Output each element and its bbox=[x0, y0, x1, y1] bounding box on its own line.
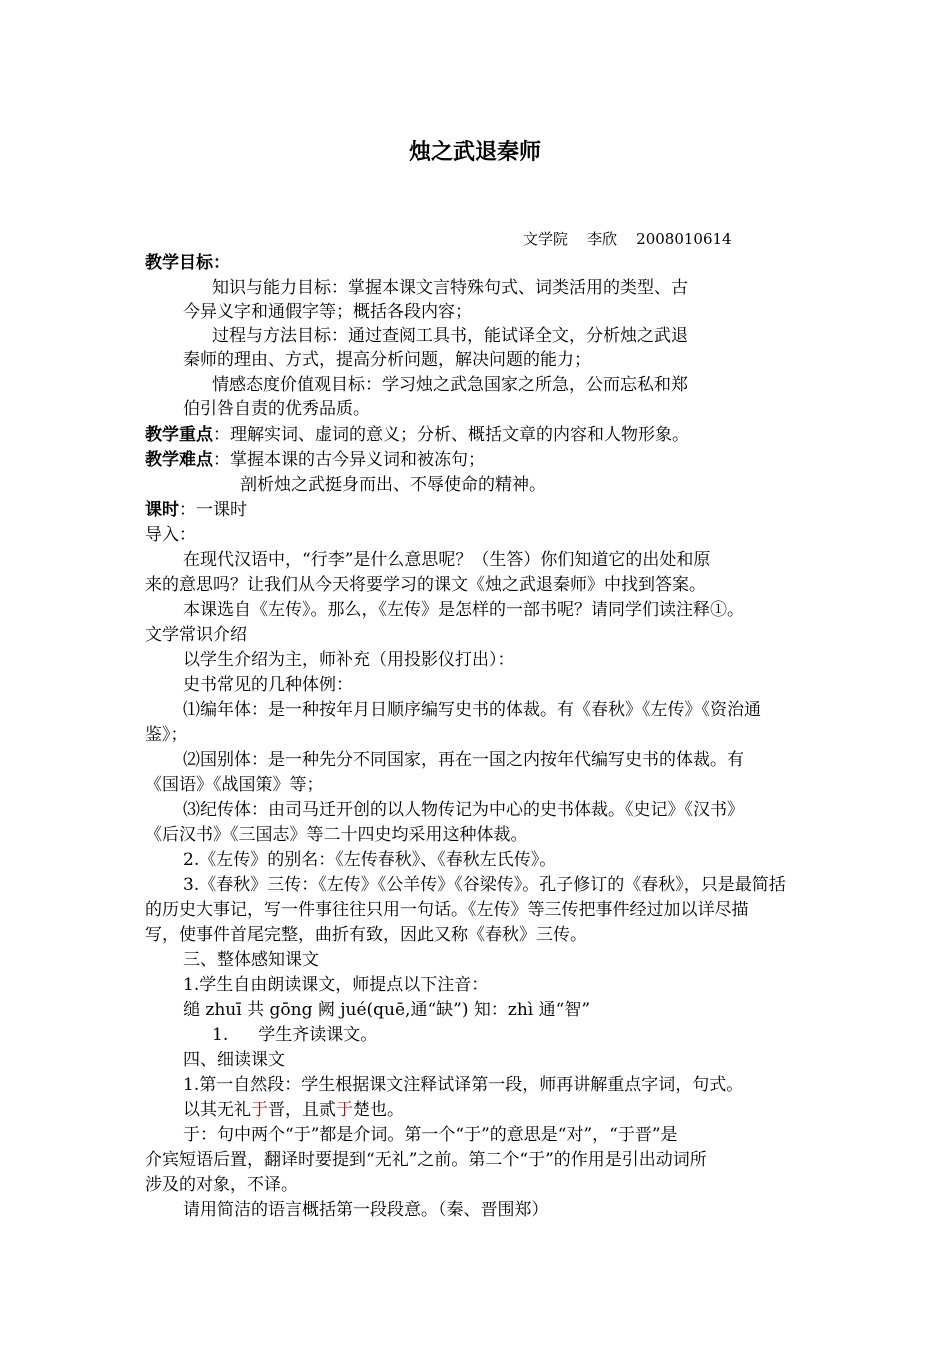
overall-line-3-text: 学生齐读课文。 bbox=[258, 1025, 378, 1045]
intro-heading: 导入： bbox=[145, 525, 196, 545]
goal-emotion-line-1: 情感态度价值观目标：学习烛之武急国家之所急，公而忘私和郑 bbox=[212, 375, 688, 395]
sentence-part-2: 晋，且贰 bbox=[268, 1100, 336, 1120]
difficulty-label: 教学难点 bbox=[145, 450, 213, 470]
detail-line-1: 1.第一自然段：学生根据课文注释试译第一段，师再讲解重点字词，句式。 bbox=[183, 1075, 744, 1095]
lit-p3-line-2: 的历史大事记，写一件事往往只用一句话。《左传》等三传把事件经过加以详尽描 bbox=[145, 900, 749, 920]
goal-knowledge-line-2: 今异义字和通假字等；概括各段内容； bbox=[183, 302, 472, 322]
lit-p3-line-3: 写，使事件首尾完整，曲折有致，因此又称《春秋》三传。 bbox=[145, 925, 587, 945]
document-title: 烛之武退秦师 bbox=[408, 140, 541, 165]
lit-item-1-line-1: ⑴编年体：是一种按年月日顺序编写史书的体裁。有《春秋》《左传》《资治通 bbox=[183, 700, 761, 720]
detail-sentence bbox=[183, 1098, 404, 1122]
detail-last-line: 请用简洁的语言概括第一段段意。（秦、晋围郑） bbox=[183, 1200, 549, 1220]
lit-line-1: 以学生介绍为主，师补充（用投影仪打出）： bbox=[183, 650, 515, 670]
goal-emotion-line-2: 伯引咎自责的优秀品质。 bbox=[183, 399, 370, 419]
goals-heading: 教学目标： bbox=[145, 253, 230, 273]
sentence-part-3: 楚也。 bbox=[353, 1100, 404, 1120]
lit-line-2: 史书常见的几种体例： bbox=[183, 675, 353, 695]
intro-p1-line-2: 来的意思吗？让我们从今天将要学习的课文《烛之武退秦师》中找到答案。 bbox=[145, 575, 706, 595]
lit-item-2-line-2: 《国语》《战国策》等； bbox=[145, 775, 324, 795]
overall-line-3-number: 1. bbox=[212, 1025, 229, 1045]
key-point-line bbox=[145, 423, 689, 447]
difficulty-line-1 bbox=[145, 448, 485, 472]
period-label: 课时 bbox=[145, 500, 179, 520]
overall-line-3 bbox=[212, 1023, 377, 1047]
lit-item-3-line-2: 《后汉书》《三国志》等二十四史均采用这种体裁。 bbox=[145, 825, 528, 845]
detail-explain-line-2: 介宾短语后置，翻译时要提到“无礼”之前。第二个“于”的作用是引出动词所 bbox=[145, 1150, 707, 1170]
lit-item-1-line-2: 鉴》； bbox=[145, 725, 188, 745]
period-line bbox=[145, 498, 247, 522]
lit-item-2-line-1: ⑵国别体：是一种先分不同国家，再在一国之内按年代编写史书的体裁。有 bbox=[183, 750, 744, 770]
overall-line-1: 1.学生自由朗读课文，师提点以下注音： bbox=[183, 975, 489, 995]
author-line: 文学院 李欣 2008010614 bbox=[523, 230, 732, 248]
overall-pinyin-line: 缒 zhuī 共 gōng 阙 jué(quē,通“缺”) 知：zhì 通“智” bbox=[183, 1000, 591, 1020]
lit-heading: 文学常识介绍 bbox=[145, 625, 247, 645]
detail-explain-line-3: 涉及的对象，不译。 bbox=[145, 1175, 298, 1195]
highlight-yu-2: 于 bbox=[336, 1100, 353, 1120]
difficulty-text-1: ：掌握本课的古今异义词和被冻句； bbox=[213, 450, 485, 470]
period-text: ：一课时 bbox=[179, 500, 247, 520]
highlight-yu-1: 于 bbox=[251, 1100, 268, 1120]
lit-item-3-line-1: ⑶纪传体：由司马迁开创的以人物传记为中心的史书体裁。《史记》《汉书》 bbox=[183, 800, 744, 820]
lit-p3-line-1: 3.《春秋》三传：《左传》《公羊传》《谷梁传》。孔子修订的《春秋》，只是最简括 bbox=[183, 875, 786, 895]
goal-process-line-2: 秦师的理由、方式，提高分析问题，解决问题的能力； bbox=[183, 350, 591, 370]
sentence-part-1: 以其无礼 bbox=[183, 1100, 251, 1120]
key-point-text: ：理解实词、虚词的意义；分析、概括文章的内容和人物形象。 bbox=[213, 425, 689, 445]
key-point-label: 教学重点 bbox=[145, 425, 213, 445]
goal-knowledge-line-1: 知识与能力目标：掌握本课文言特殊句式、词类活用的类型、古 bbox=[212, 278, 688, 298]
intro-p2-line-1: 本课选自《左传》。那么，《左传》是怎样的一部书呢？请同学们读注释①。 bbox=[183, 600, 744, 620]
difficulty-line-2: 剖析烛之武挺身而出、不辱使命的精神。 bbox=[240, 475, 546, 495]
goal-process-line-1: 过程与方法目标：通过查阅工具书，能试译全文，分析烛之武退 bbox=[212, 326, 688, 346]
detail-heading: 四、细读课文 bbox=[183, 1050, 285, 1070]
intro-p1-line-1: 在现代汉语中，“行李”是什么意思呢？（生答）你们知道它的出处和原 bbox=[183, 550, 711, 570]
lit-p2-line: 2.《左传》的别名：《左传春秋》、《春秋左氏传》。 bbox=[183, 850, 557, 870]
overall-heading: 三、整体感知课文 bbox=[183, 950, 319, 970]
detail-explain-line-1: 于：句中两个“于”都是介词。第一个“于”的意思是“对”，“于晋”是 bbox=[183, 1125, 678, 1145]
